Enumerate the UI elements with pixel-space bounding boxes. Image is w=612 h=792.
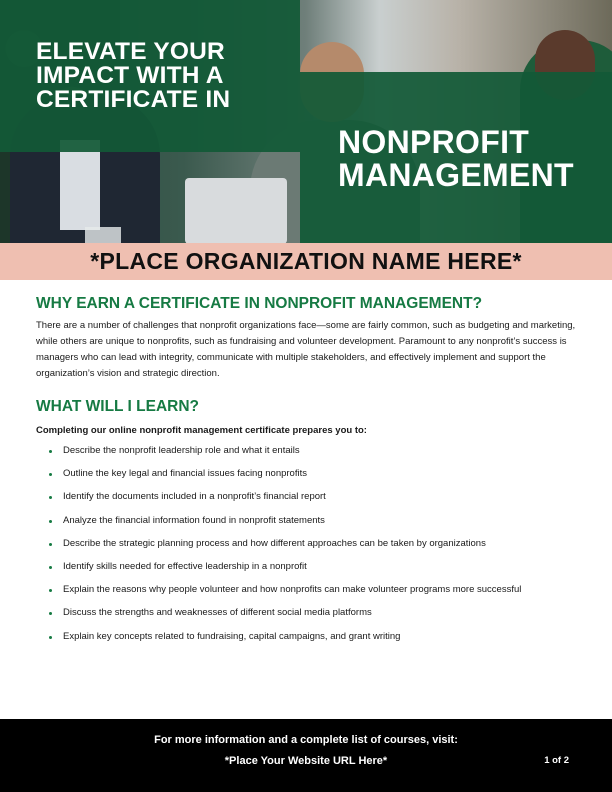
- hero-headline-line: NONPROFIT: [338, 124, 530, 160]
- list-item-text: Discuss the strengths and weaknesses of different social media platforms: [63, 607, 372, 619]
- learn-lead: Completing our online nonprofit management certificate prepares you to:: [36, 425, 367, 436]
- organization-name: *PLACE ORGANIZATION NAME HERE*: [90, 248, 522, 274]
- section-heading-learn: WHAT WILL I LEARN?: [36, 398, 200, 415]
- list-item: [36, 491, 582, 503]
- bullet-dot-icon: [49, 496, 52, 499]
- footer-info-text: For more information and a complete list of courses, visit:: [154, 734, 458, 746]
- bullet-dot-icon: [49, 612, 52, 615]
- bullet-dot-icon: [49, 636, 52, 639]
- list-item: [36, 631, 582, 643]
- list-item-text: Explain key concepts related to fundraising, capital campaigns, and grant writing: [63, 630, 401, 642]
- main-content: [36, 295, 582, 654]
- organization-band: [0, 243, 612, 280]
- learn-list: [36, 445, 582, 643]
- list-item: [36, 561, 582, 573]
- list-item-text: Explain the reasons why people volunteer and how nonprofits can make volunteer programs more successful: [63, 584, 522, 596]
- list-item: [36, 607, 582, 619]
- footer-url-link[interactable]: *Place Your Website URL Here*: [224, 755, 388, 767]
- list-item-text: Outline the key legal and financial issues facing nonprofits: [63, 468, 307, 480]
- section-body-why: There are a number of challenges that nonprofit organizations face—some are fairly common, such as budgeting and marketing, while others are unique to nonprofits, such as fundraising and volunteer development. Paramount to any nonprofit’s success is managers who can lead with integrity, communicate with multiple stakeholders, and effectively implement and support the organization’s vision and strategic direction.: [36, 320, 576, 379]
- list-item: [36, 445, 582, 457]
- bullet-dot-icon: [49, 450, 52, 453]
- list-item-text: Identify skills needed for effective leadership in a nonprofit: [63, 560, 307, 572]
- bullet-dot-icon: [49, 520, 52, 523]
- bullet-dot-icon: [49, 543, 52, 546]
- section-heading-why: WHY EARN A CERTIFICATE IN NONPROFIT MANAGEMENT?: [36, 295, 483, 312]
- hero-headline-line: IMPACT WITH A: [36, 62, 224, 89]
- bullet-dot-icon: [49, 473, 52, 476]
- list-item: [36, 584, 582, 596]
- list-item-text: Identify the documents included in a nonprofit’s financial report: [63, 491, 326, 503]
- hero-headline-line: MANAGEMENT: [338, 157, 574, 193]
- hero-banner: [0, 0, 612, 243]
- list-item-text: Describe the nonprofit leadership role and what it entails: [63, 445, 300, 456]
- hero-headline-bottom: [338, 126, 574, 192]
- bullet-dot-icon: [49, 566, 52, 569]
- list-item: [36, 515, 582, 527]
- page-number: 1 of 2: [544, 755, 569, 766]
- hero-headline-line: ELEVATE YOUR: [36, 38, 225, 65]
- list-item-text: Analyze the financial information found in nonprofit statements: [63, 514, 325, 526]
- bullet-dot-icon: [49, 589, 52, 592]
- hero-headline-line: CERTIFICATE IN: [36, 86, 231, 113]
- hero-headline-top: [36, 40, 230, 112]
- list-item: [36, 468, 582, 480]
- list-item: [36, 538, 582, 550]
- footer: [0, 719, 612, 792]
- list-item-text: Describe the strategic planning process and how different approaches can be taken by organizations: [63, 537, 486, 549]
